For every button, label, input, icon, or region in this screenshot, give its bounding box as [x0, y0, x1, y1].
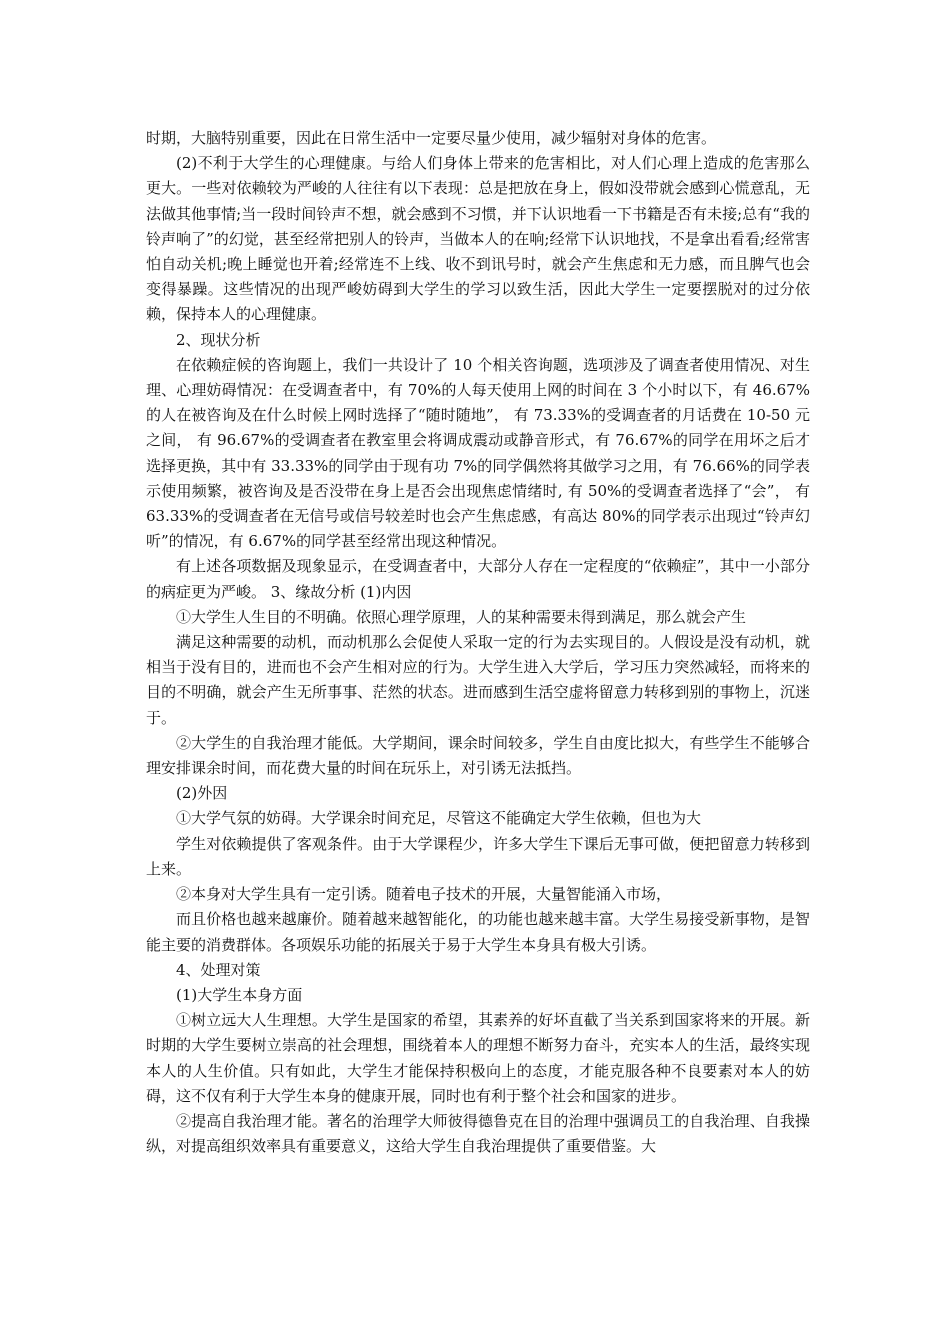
- section-heading: (1)大学生本身方面: [176, 985, 303, 1004]
- paragraph: 而且价格也越来越廉价。随着越来越智能化，的功能也越来越丰富。大学生易接受新事物，是智能主要的消费群体。各项娱乐功能的拓展关于易于大学生本身具有极大引诱。: [146, 910, 810, 954]
- paragraph: 有上述各项数据及现象显示，在受调查者中，大部分人存在一定程度的“依赖症”，其中一小部分的病症更为严峻。 3、缘故分析 (1)内因: [146, 557, 810, 601]
- paragraph: 时期，大脑特别重要，因此在日常生活中一定要尽量少使用，减少辐射对身体的危害。: [146, 129, 717, 147]
- paragraph: 满足这种需要的动机，而动机那么会促使人采取一定的行为去实现目的。人假设是没有动机，就相当于没有目的，进而也不会产生相对应的行为。大学生进入大学后，学习压力突然减轻，而将来的目的不明确，就会产生无所事事、茫然的状态。进而感到生活空虚将留意力转移到别的事物上，沉迷于。: [146, 633, 810, 727]
- section-heading: 4、处理对策: [176, 960, 261, 979]
- paragraph: (2)不利于大学生的心理健康。与给人们身体上带来的危害相比，对人们心理上造成的危害那么更大。一些对依赖较为严峻的人往往有以下表现：总是把放在身上，假如没带就会感到心慌意乱，无法做其他事情;当一段时间铃声不想，就会感到不习惯，并下认识地看一下书籍是否有未接;总有“我的铃声响了”的幻觉，甚至经常把别人的铃声，当做本人的在响;经常下认识地找，不是拿出看看;经常害怕自动关机;晚上睡觉也开着;经常连不上线、收不到讯号时，就会产生焦虑和无力感，而且脾气也会变得暴躁。这些情况的出现严峻妨碍到大学生的学习以致生活，因此大学生一定要摆脱对的过分依赖，保持本人的心理健康。: [146, 154, 810, 324]
- paragraph: ②大学生的自我治理才能低。大学期间，课余时间较多，学生自由度比拟大，有些学生不能够合理安排课余时间，而花费大量的时间在玩乐上，对引诱无法抵挡。: [146, 733, 810, 778]
- paragraph: ①树立远大人生理想。大学生是国家的希望，其素养的好坏直截了当关系到国家将来的开展。新时期的大学生要树立崇高的社会理想，围绕着本人的理想不断努力奋斗，充实本人的生活，最终实现本人的人生价值。只有如此，大学生才能保持积极向上的态度，才能克服各种不良要素对本人的妨碍，这不仅有利于大学生本身的健康开展，同时也有利于整个社会和国家的进步。: [146, 1011, 810, 1105]
- body-text: [146, 126, 810, 1159]
- section-heading: (2)外因: [176, 784, 228, 803]
- paragraph: 在依赖症候的咨询题上，我们一共设计了 10 个相关咨询题，选项涉及了调查者使用情况、对生理、心理妨碍情况：在受调查者中，有 70%的人每天使用上网的时间在 3 个小时以下，有 46.67%的人在被咨询及在什么时候上网时选择了“随时随地”， 有 73.33%的受调查者的月话费在 10-50 元之间， 有 96.67%的受调查者在教室里会将调成震动或静音形式，有 76.67%的同学在用坏之后才选择更换，其中有 33.33%的同学由于现有功 7%的同学偶然将其做学习之用，有 76.66%的同学表示使用频繁，被咨询及是否没带在身上是否会出现焦虑情绪时, 有 50%的受调查者选择了“会”， 有 63.33%的受调查者在无信号或信号较差时也会产生焦虑感，有高达 80%的同学表示出现过“铃声幻听”的情况，有 6.67%的同学甚至经常出现这种情况。: [146, 355, 810, 551]
- paragraph: ②提高自我治理才能。著名的治理学大师彼得德鲁克在目的治理中强调员工的自我治理、自我操纵，对提高组织效率具有重要意义，这给大学生自我治理提供了重要借鉴。大: [146, 1111, 810, 1156]
- paragraph: ①大学生人生目的不明确。依照心理学原理，人的某种需要未得到满足，那么就会产生: [176, 607, 747, 626]
- paragraph: 学生对依赖提供了客观条件。由于大学课程少，许多大学生下课后无事可做，便把留意力转移到上来。: [146, 834, 810, 878]
- section-heading: 2、现状分析: [176, 330, 261, 349]
- paragraph: ②本身对大学生具有一定引诱。随着电子技术的开展，大量智能涌入市场，: [176, 885, 672, 904]
- paragraph: ①大学气氛的妨碍。大学课余时间充足，尽管这不能确定大学生依赖，但也为大: [176, 809, 702, 828]
